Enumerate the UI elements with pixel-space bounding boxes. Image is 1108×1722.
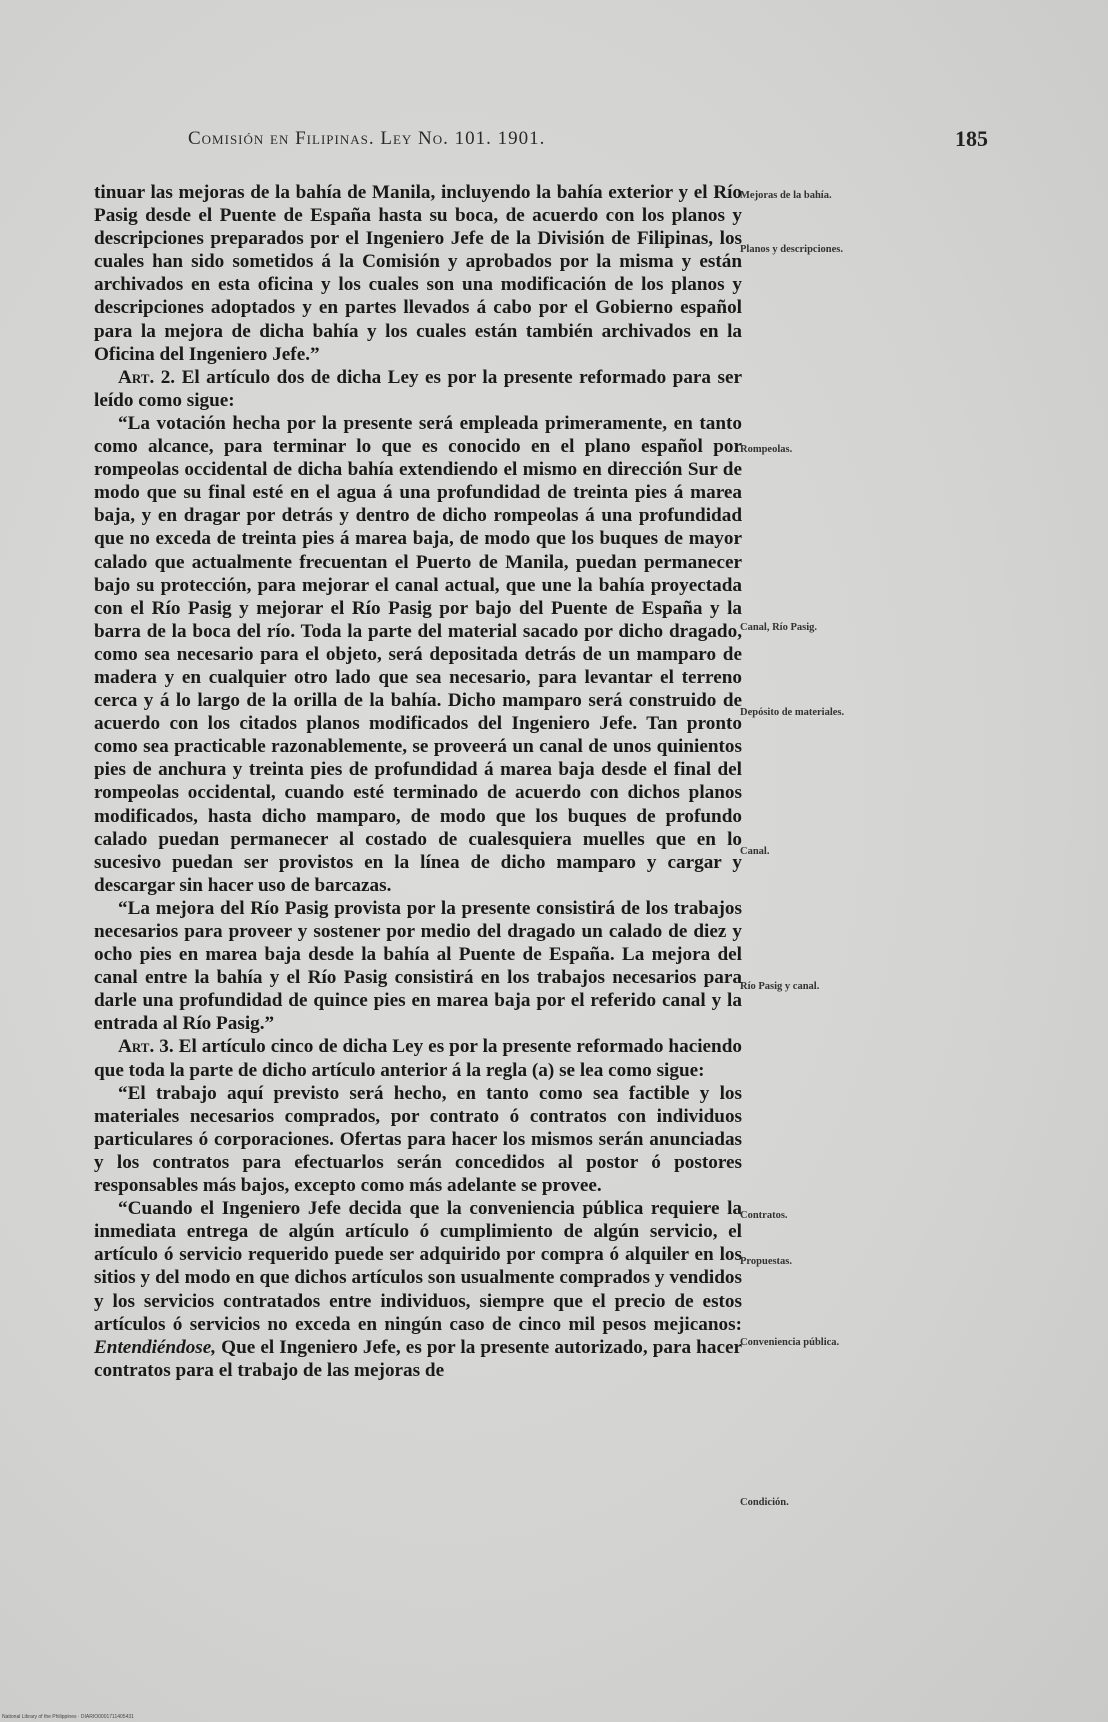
- paragraph-1: tinuar las mejoras de la bahía de Manila, incluyendo la bahía exterior y el Río Pasig desde el Puente de España hasta su boca, de acuerdo con los planos y descripciones preparados por el Ingeniero Jefe de la División de Filipinas, los cuales han sido sometidos á la Comisión y aprobados por la misma y están archivados en esta oficina y los cuales son una modificación de los planos y descripciones adoptados y en partes llevados á cabo por el Gobierno español para la mejora de dicha bahía y los cuales están también archivados en la Oficina del Ingeniero Jefe.”: [94, 182, 742, 365]
- body-text: [94, 181, 742, 1382]
- paragraph-art-2: [94, 366, 742, 412]
- margin-note: Propuestas.: [740, 1256, 793, 1267]
- margin-note: Rompeolas.: [740, 444, 793, 455]
- italic-word: Entendiéndose,: [94, 1336, 217, 1358]
- margin-note: Canal.: [740, 846, 770, 857]
- article-label: Art. 3.: [118, 1036, 174, 1058]
- page-header: [188, 128, 988, 158]
- page-number: 185: [955, 126, 988, 151]
- paragraph-text: El artículo dos de dicha Ley es por la presente reformado para ser leído como sigue:: [94, 366, 742, 411]
- paragraph-text: Que el Ingeniero Jefe, es por la presente autorizado, para hacer contratos para el trabajo de las mejoras de: [94, 1336, 742, 1381]
- scan-footer: National Library of the Philippines · DIARIO0001711405431: [2, 1714, 134, 1720]
- margin-note: Depósito de materiales.: [740, 707, 845, 718]
- article-label: Art. 2.: [118, 366, 176, 388]
- margin-note: Conveniencia pública.: [740, 1337, 840, 1348]
- margin-note: Planos y descripciones.: [740, 244, 843, 255]
- paragraph-text: “Cuando el Ingeniero Jefe decida que la conveniencia pública requiere la inmediata entrega de algún artículo ó cumplimiento de algún servicio, el artículo ó servicio requerido puede ser adquirido por compra ó alquiler en los sitios y del modo en que dichos artículos son usualmente comprados y vendidos y los servicios contratados entre individuos, siempre que el precio de estos artículos ó servicios no exceda en ningún caso de cinco mil pesos mejicanos:: [94, 1198, 742, 1335]
- margin-note: Contratos.: [740, 1210, 788, 1221]
- margin-note: Mejoras de la bahía.: [740, 190, 832, 201]
- paragraph-7: [94, 1197, 742, 1382]
- paragraph-4: “La mejora del Río Pasig provista por la presente consistirá de los trabajos necesarios para proveer y sostener por medio del dragado un calado de diez y ocho pies en marea baja desde la bahía al Puente de España. La mejora del canal entre la bahía y el Río Pasig consistirá en los trabajos necesarios para darle una profundidad de quince pies en marea baja por el referido canal y la entrada al Río Pasig.”: [94, 897, 742, 1035]
- running-head: Comisión en Filipinas. Ley No. 101. 1901.: [188, 128, 546, 149]
- paragraph-6: “El trabajo aquí previsto será hecho, en tanto como sea factible y los materiales necesarios comprados, por contrato ó contratos con individuos particulares ó corporaciones. Ofertas para hacer los mismos serán anunciadas y los contratos para efectuarlos serán concedidos al postor ó postores responsables más bajos, excepto como más adelante se provee.: [94, 1082, 742, 1197]
- margin-note: Río Pasig y canal.: [740, 981, 820, 992]
- paragraph-text: El artículo cinco de dicha Ley es por la presente reformado haciendo que toda la parte de dicho artículo anterior á la regla (a) se lea como sigue:: [94, 1036, 742, 1081]
- margin-note: Condición.: [740, 1497, 789, 1508]
- margin-note: Canal, Río Pasig.: [740, 622, 818, 633]
- paragraph-art-3: [94, 1035, 742, 1081]
- paragraph-3: “La votación hecha por la presente será empleada primeramente, en tanto como alcance, para terminar lo que es conocido en el plano español por rompeolas occidental de dicha bahía extendiendo el mismo en dirección Sur de modo que su final esté en el agua á una profundidad de treinta pies á marea baja, y en dragar por detrás y dentro de dicho rompeolas á una profundidad que no exceda de treinta pies á marea baja, de modo que los buques de mayor calado que actualmente frecuentan el Puerto de Manila, puedan permanecer bajo su protección, para mejorar el canal actual, que une la bahía proyectada con el Río Pasig y mejorar el Río Pasig por bajo del Puente de España y la barra de la boca del río. Toda la parte del material sacado por dicho dragado, como sea necesario para el objeto, será depositada detrás de un mamparo de madera y en cualquier otro lado que sea necesario, para levantar el terreno cerca y á lo largo de la orilla de la bahía. Dicho mamparo será construido de acuerdo con los citados planos modificados del Ingeniero Jefe. Tan pronto como sea practicable razonablemente, se proveerá un canal de unos quinientos pies de anchura y treinta pies de profundidad á marea baja desde el final del rompeolas occidental, cuando esté terminado de acuerdo con dichos planos modificados, hasta dicho mamparo, de modo que los buques de profundo calado puedan permanecer al costado de cualesquiera muelles que en lo sucesivo puedan ser provistos en la línea de dicho mamparo y cargar y descargar sin hacer uso de barcazas.: [94, 412, 742, 896]
